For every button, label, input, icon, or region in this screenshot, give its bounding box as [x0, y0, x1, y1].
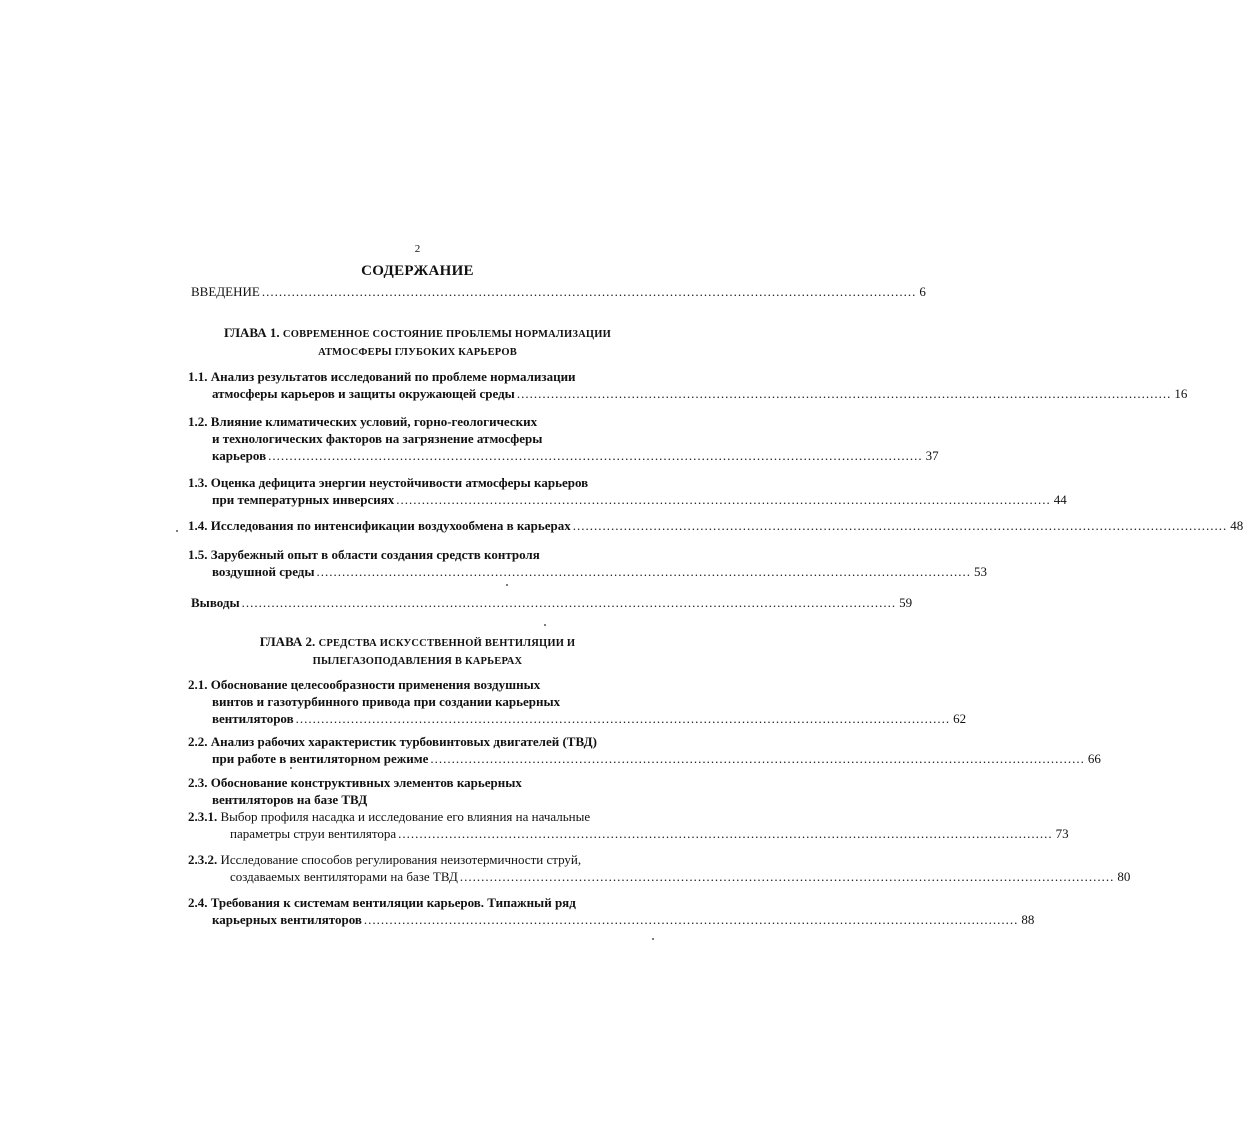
toc-entry-1-5-line2	[212, 563, 988, 580]
scan-speck	[652, 938, 654, 940]
toc-page-number: 6	[919, 284, 926, 299]
toc-entry-2-1-line2: винтов и газотурбинного привода при создании карьерных	[212, 694, 561, 709]
leader-dots: ..........................................................................................................................................................	[396, 492, 1051, 507]
toc-page-number: 53	[974, 564, 988, 579]
leader-dots: ..........................................................................................................................................................	[516, 386, 1172, 401]
chapter-title-line1: СОВРЕМЕННОЕ СОСТОЯНИЕ ПРОБЛЕМЫ НОРМАЛИЗАЦИИ	[282, 329, 611, 340]
toc-entry-2-2-line1	[188, 733, 597, 750]
section-title: Обоснование конструктивных элементов карьерных	[210, 775, 522, 790]
toc-entry-2-3-2-line1	[188, 851, 581, 868]
section-title: Анализ рабочих характеристик турбовинтовых двигателей (ТВД)	[210, 734, 597, 749]
section-number: 1.3.	[188, 475, 208, 490]
section-title: Анализ результатов исследований по проблеме нормализации	[210, 369, 576, 384]
toc-page-number: 73	[1055, 826, 1069, 841]
page-title: СОДЕРЖАНИЕ	[361, 263, 474, 279]
toc-entry-1-3-line2	[212, 491, 1067, 508]
toc-entry-2-4-line2	[212, 911, 1035, 928]
toc-entry-2-1-line3	[212, 710, 967, 727]
toc-entry-conclusions	[191, 594, 913, 611]
section-title-cont: карьерных вентиляторов	[212, 912, 362, 927]
toc-entry-2-3-line1	[188, 774, 522, 791]
section-title-cont: вентиляторов	[212, 711, 294, 726]
chapter-title-line2: АТМОСФЕРЫ ГЛУБОКИХ КАРЬЕРОВ	[318, 347, 517, 358]
toc-entry-2-3-line2: вентиляторов на базе ТВД	[212, 792, 368, 807]
toc-entry-2-3-1-line1	[188, 808, 590, 825]
chapter-prefix: ГЛАВА 2.	[259, 634, 316, 649]
toc-entry-2-2-line2	[212, 750, 1101, 767]
leader-dots: ..........................................................................................................................................................	[363, 912, 1019, 927]
toc-entry-2-3-2-line2	[230, 868, 1131, 885]
toc-page-number: 62	[953, 711, 967, 726]
section-title-cont: атмосферы карьеров и защиты окружающей среды	[212, 386, 515, 401]
toc-page-number: 44	[1053, 492, 1067, 507]
toc-entry-1-2-line3	[212, 447, 939, 464]
section-title-cont: параметры струи вентилятора	[230, 826, 397, 841]
toc-entry-1-4	[188, 517, 1243, 534]
leader-dots: ..........................................................................................................................................................	[430, 751, 1085, 766]
scan-speck	[506, 584, 508, 586]
toc-entry-1-3-line1	[188, 474, 588, 491]
section-title: Зарубежный опыт в области создания средств контроля	[210, 547, 540, 562]
section-number: 1.5.	[188, 547, 208, 562]
toc-entry-1-5-line1	[188, 546, 540, 563]
toc-entry-intro	[191, 283, 926, 300]
chapter-title-line1: СРЕДСТВА ИСКУССТВЕННОЙ ВЕНТИЛЯЦИИ И	[318, 638, 576, 649]
section-number: 2.1.	[188, 677, 208, 692]
scan-speck	[290, 767, 292, 769]
toc-page-number: 16	[1174, 386, 1188, 401]
toc-page-number: 48	[1230, 518, 1243, 533]
toc-page-number: 80	[1117, 869, 1131, 884]
section-number: 2.3.	[188, 775, 208, 790]
toc-page-number: 59	[899, 595, 913, 610]
section-title-cont: создаваемых вентиляторами на базе ТВД	[230, 869, 458, 884]
section-number: 2.3.1.	[188, 809, 218, 824]
toc-entry-1-1-line2	[212, 385, 1188, 402]
section-title-cont: при работе в вентиляторном режиме	[212, 751, 429, 766]
leader-dots: ..........................................................................................................................................................	[241, 595, 897, 610]
section-title: Исследование способов регулирования неизотермичности струй,	[220, 852, 582, 867]
toc-label: ВВЕДЕНИЕ	[191, 284, 260, 299]
toc-entry-2-1-line1	[188, 676, 540, 693]
scan-speck	[544, 624, 546, 626]
toc-label: Выводы	[191, 595, 240, 610]
toc-entry-1-1-line1	[188, 368, 576, 385]
section-title: Влияние климатических условий, горно-геологических	[210, 414, 538, 429]
section-number: 2.3.2.	[188, 852, 218, 867]
section-title: Обоснование целесообразности применения воздушных	[210, 677, 541, 692]
toc-entry-1-2-line1	[188, 413, 537, 430]
chapter-1-heading	[0, 324, 835, 362]
toc-entry-1-2-line2: и технологических факторов на загрязнение атмосферы	[212, 431, 543, 446]
section-title: Исследования по интенсификации воздухообмена в карьерах	[210, 518, 571, 533]
scan-speck	[176, 530, 178, 532]
toc-page-number: 88	[1021, 912, 1035, 927]
toc-page-number: 37	[925, 448, 939, 463]
leader-dots: ..........................................................................................................................................................	[316, 564, 972, 579]
section-title: Выбор профиля насадка и исследование его влияния на начальные	[220, 809, 591, 824]
section-title-cont: воздушной среды	[212, 564, 315, 579]
toc-page-number: 66	[1087, 751, 1101, 766]
section-title-cont: карьеров	[212, 448, 267, 463]
chapter-title-line2: ПЫЛЕГАЗОПОДАВЛЕНИЯ В КАРЬЕРАХ	[312, 656, 523, 667]
toc-entry-2-4-line1	[188, 894, 576, 911]
section-title: Оценка дефицита энергии неустойчивости атмосферы карьеров	[210, 475, 589, 490]
chapter-prefix: ГЛАВА 1.	[224, 325, 280, 340]
section-title-cont: при температурных инверсиях	[212, 492, 395, 507]
page-number: 2	[414, 243, 421, 255]
toc-entry-2-3-1-line2	[230, 825, 1069, 842]
section-number: 2.4.	[188, 895, 208, 910]
chapter-2-heading	[0, 633, 835, 671]
section-number: 1.2.	[188, 414, 208, 429]
section-number: 1.4.	[188, 518, 208, 533]
section-number: 1.1.	[188, 369, 208, 384]
leader-dots: ..........................................................................................................................................................	[261, 284, 917, 299]
leader-dots: ..........................................................................................................................................................	[572, 518, 1228, 533]
leader-dots: ..........................................................................................................................................................	[295, 711, 951, 726]
leader-dots: ..........................................................................................................................................................	[459, 869, 1115, 884]
leader-dots: ..........................................................................................................................................................	[398, 826, 1053, 841]
section-title: Требования к системам вентиляции карьеров. Типажный ряд	[210, 895, 576, 910]
leader-dots: ..........................................................................................................................................................	[268, 448, 923, 463]
section-number: 2.2.	[188, 734, 208, 749]
